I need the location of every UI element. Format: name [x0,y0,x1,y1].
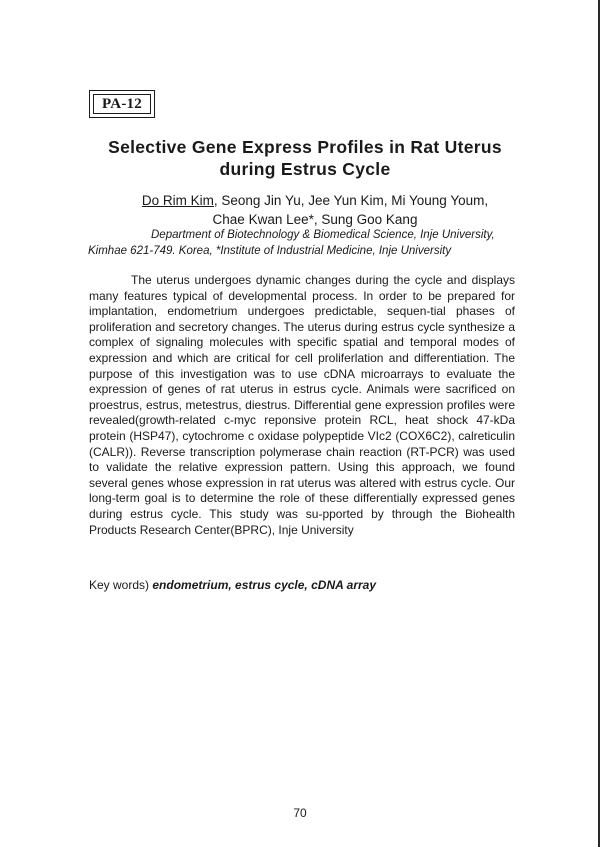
keywords-label: Key words) [89,578,150,592]
page-number: 70 [293,806,307,820]
coauthors-line-1: , Seong Jin Yu, Jee Yun Kim, Mi Young Youm, [213,193,489,208]
title-line-2: during Estrus Cycle [219,159,391,179]
authors-line-1 [60,191,570,210]
authors-line-2: Chae Kwan Lee*, Sung Goo Kang [212,212,418,227]
affiliation-line-2: Kimhae 621-749. Korea, *Institute of Industrial Medicine, Inje University [88,245,452,257]
abstract-code-box [89,90,155,118]
abstract-code: PA-12 [93,94,151,114]
affiliation-line-1: Department of Biotechnology & Biomedical Science, Inje University, [151,229,495,241]
title-line-1: Selective Gene Express Profiles in Rat Uterus [108,137,502,157]
presenting-author: Do Rim Kim [141,193,214,208]
keywords-values: endometrium, estrus cycle, cDNA array [152,578,377,592]
keywords [89,578,376,592]
abstract-body: The uterus undergoes dynamic changes during the cycle and displays many features typical of developmental process. In order to be prepared for implantation, endometrium undergoes predictable, sequen-tial phases of proliferation and secretory changes. The uterus during estrus cycle synthesize a complex of signaling molecules with specific spatial and temporal modes of expression and which are critical for cell proliferlation and differentiation. The purpose of this investigation was to use cDNA microarrays to evaluate the expression of genes of rat uterus in estrus cycle. Animals were sacrificed on proestrus, estrus, metestrus, diestrus. Differential gene expression profiles were revealed(growth-related c-myc reponsive protein RCL, heat shock 47-kDa protein (HSP47), cytochrome c oxidase polypeptide VIc2 (COX6C2), calreticulin (CALR)). Reverse transcription polymerase chain reaction (RT-PCR) was used to validate the relative expression pattern. Using this approach, we found several genes whose expression in rat uterus was altered with estrus cycle. Our long-term goal is to determine the role of these differentially expressed genes during estrus cycle. This study was su-pported by through the Biohealth Products Research Center(BPRC), Inje University [89,273,515,537]
